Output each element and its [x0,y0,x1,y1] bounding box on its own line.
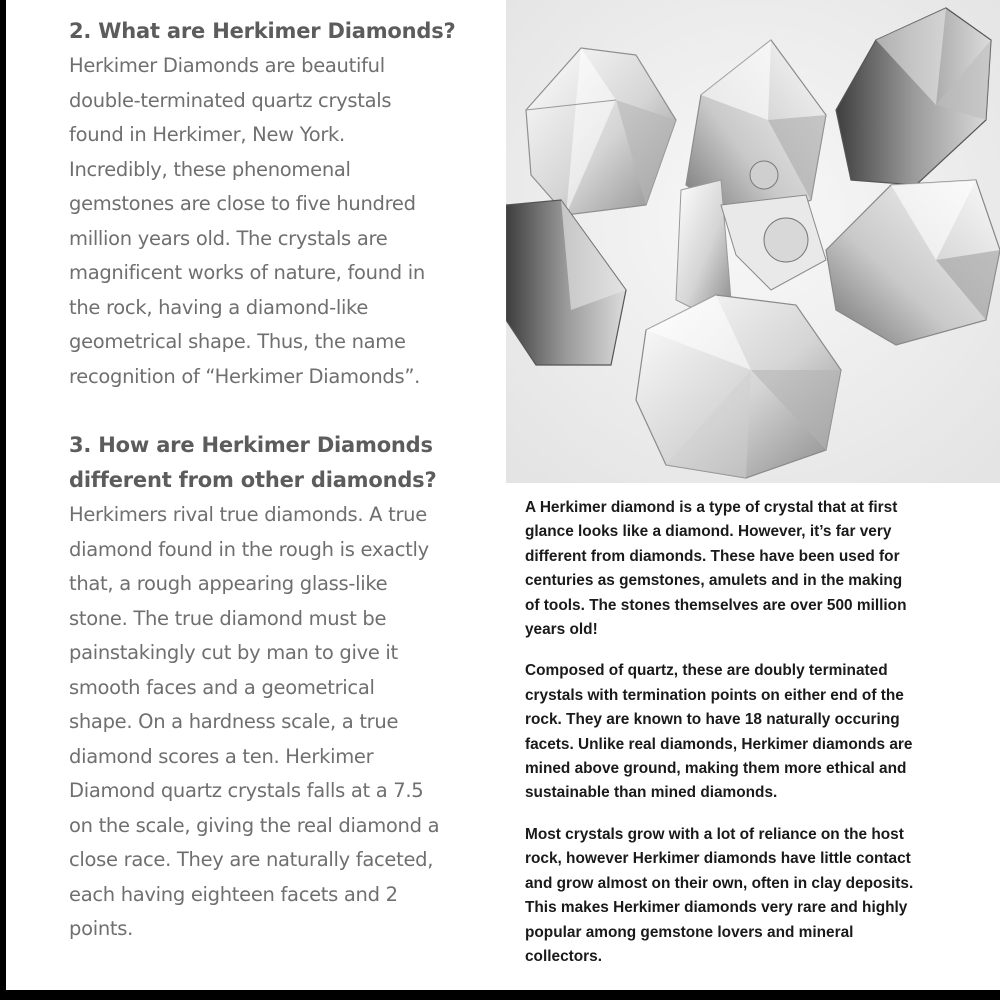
info-paragraph-1 [525,496,980,642]
frame-left-border [0,0,6,1000]
text-line: facets. Unlike real diamonds, Herkimer diamonds are [525,735,913,753]
text-line: Incredibly, these phenomenal [69,157,351,181]
text-line: recognition of “Herkimer Diamonds”. [69,364,421,388]
text-line: Composed of quartz, these are doubly terminated [525,662,888,680]
text-line: double-terminated quartz crystals [69,88,392,112]
right-info-column [525,496,980,986]
text-line: collectors. [525,947,602,965]
text-line: smooth faces and a geometrical [69,675,375,699]
frame-bottom-border [0,990,1000,1000]
heading-line: 3. How are Herkimer Diamonds [69,433,433,457]
text-line: A Herkimer diamond is a type of crystal that at first [525,499,898,516]
text-line: Diamond quartz crystals falls at a 7.5 [69,779,424,802]
paragraph-spacer [69,394,489,428]
text-line: million years old. The crystals are [69,226,388,250]
text-line: Herkimers rival true diamonds. A true [69,503,427,526]
text-line: rock, however Herkimer diamonds have little contact [525,850,911,868]
info-paragraph-2 [525,659,980,805]
text-line: close race. They are naturally faceted, [69,848,434,871]
herkimer-crystals-photo [506,0,1000,483]
text-line: points. [69,917,133,940]
text-line: centuries as gemstones, amulets and in the making [525,572,903,590]
text-line: geometrical shape. Thus, the name [69,330,406,353]
text-line: painstakingly cut by man to give it [69,641,398,664]
heading-line: different from other diamonds? [69,468,437,492]
text-line: crystals with termination points on either end of the [525,686,904,704]
text-line: sustainable than mined diamonds. [525,784,778,802]
text-line: years old! [525,621,598,639]
text-line: magnificent works of nature, found in [69,261,425,284]
text-line: on the scale, giving the real diamond a [69,813,440,837]
text-line: rock. They are known to have 18 naturally occuring [525,711,900,729]
text-line: Herkimer Diamonds are beautiful [69,54,385,77]
text-line: This makes Herkimer diamonds very rare and highly [525,899,908,917]
text-line: shape. On a hardness scale, a true [69,710,399,733]
question-3-heading [69,428,489,498]
text-line: of tools. The stones themselves are over 500 million [525,596,907,614]
text-line: that, a rough appearing glass-like [69,572,388,595]
text-line: Most crystals grow with a lot of reliance on the host [525,825,904,843]
text-line: diamond scores a ten. Herkimer [69,744,374,768]
question-2-heading: 2. What are Herkimer Diamonds? [69,19,456,43]
crystals-illustration [506,0,1000,483]
text-line: different from diamonds. These have been used for [525,547,900,565]
info-paragraph-3 [525,823,980,969]
text-line: and grow almost on their own, often in clay deposits. [525,874,914,892]
text-line: mined above ground, making them more ethical and [525,760,907,778]
text-line: each having eighteen facets and 2 [69,882,398,906]
question-3-answer [69,498,489,947]
text-line: the rock, having a diamond-like [69,295,369,319]
text-line: glance looks like a diamond. However, it’s far very [525,523,892,541]
text-line: popular among gemstone lovers and mineral [525,923,854,941]
text-line: gemstones are close to five hundred [69,192,416,215]
text-line: found in Herkimer, New York. [69,123,345,146]
left-article-column [69,14,489,947]
question-2-answer [69,49,489,394]
text-line: diamond found in the rough is exactly [69,537,429,561]
text-line: stone. The true diamond must be [69,606,387,630]
